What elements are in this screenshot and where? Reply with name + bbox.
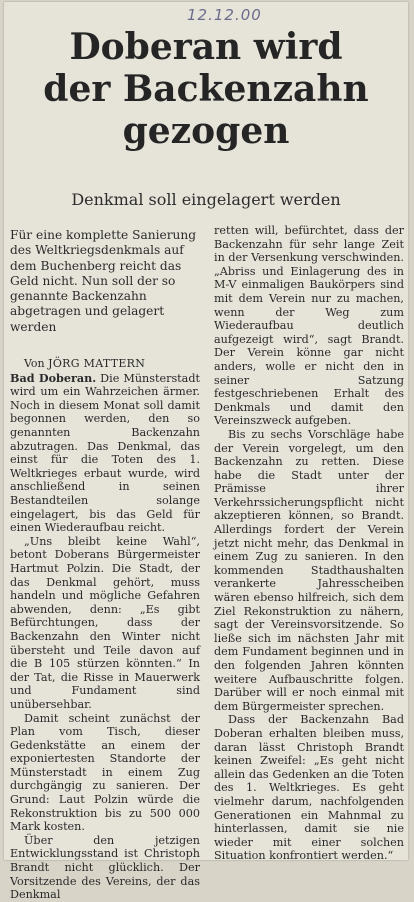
article-lede: Für eine komplette Sanierung des Weltkriegsdenkmals auf dem Buchenberg reicht das Geld nicht. Nun soll der so genannte Backenzahn abgetragen und gelagert werden	[10, 228, 197, 334]
paragraph: Damit scheint zunächst der Plan vom Tisch, dieser Gedenkstätte an einem der exponiertesten Standorte der Münsterstadt in einem Zug durchgängig zu sanieren. Der Grund: Laut Polzin würde die Rekonstruktion bis zu 500 000 Mark kosten.	[10, 711, 200, 834]
headline	[4, 26, 408, 152]
paragraph: Bis zu sechs Vorschläge habe der Verein vorgelegt, um den Backenzahn zu retten. Diese habe die Stadt unter der Prämisse ihrer Verkehrssicherungspflicht nicht akzeptieren können, so Brandt. Allerdings fordert der Verein jetzt nicht mehr, das Denkmal in einem Zug zu sanieren. In den kommenden Stadthaushalten verankerte Jahresscheiben wären ebenso hilfreich, sich dem Ziel Rekonstruktion zu nähern, sagt der Vereinsvorsitzende. So ließe sich im nächsten Jahr mit dem Fundament beginnen und in den folgenden Jahren könnten weitere Aufbauschritte folgen. Darüber will er noch einmal mit dem Bürgermeister sprechen.	[214, 427, 404, 713]
paragraph: Über den jetzigen Entwicklungsstand ist Christoph Brandt nicht glücklich. Der Vorsitzende des Vereins, der das Denkmal	[10, 833, 200, 902]
article-column-left	[10, 228, 200, 902]
paragraph: Dass der Backenzahn Bad Doberan erhalten bleiben muss, daran lässt Christoph Brandt keinen Zweifel: „Es geht nicht allein das Gedenken an die Toten des 1. Weltkrieges. Es geht vielmehr darum, nachfolgenden Generationen ein Mahnmal zu hinterlassen, damit sie nie wieder mit einer solchen Situation konfrontiert werden.“	[214, 713, 404, 863]
paragraph	[10, 372, 200, 535]
paragraph: retten will, befürchtet, dass der Backenzahn für sehr lange Zeit in der Versenkung verschwinden. „Abriss und Einlagerung des in M-V einmaligen Baukörpers sind mit dem Verein nur zu machen, wenn der Weg zum Wiederaufbau deutlich aufgezeigt wird“, sagt Brandt. Der Verein könne gar nicht anders, wolle er nicht den in seiner Satzung festgeschriebenen Erhalt des Denkmals und damit den Vereinszweck aufgeben.	[214, 224, 404, 428]
paragraph: „Uns bleibt keine Wahl“, betont Doberans Bürgermeister Hartmut Polzin. Die Stadt, der das Denkmal gehört, muss handeln und mögliche Gefahren abwenden, denn: „Es gibt Befürchtungen, dass der Backenzahn den Winter nicht übersteht und Teile davon auf die B 105 stürzen könnten.“ In der Tat, die Risse in Mauerwerk und Fundament sind unübersehbar.	[10, 534, 200, 711]
newspaper-clipping	[4, 2, 408, 902]
headline-line-3: gezogen	[122, 110, 290, 152]
handwritten-date: 12.12.00	[187, 6, 262, 24]
article-column-right	[214, 224, 404, 863]
dateline-place: Bad Doberan.	[10, 370, 97, 385]
paragraph-text: Die Münsterstadt wird um ein Wahrzeichen ärmer. Noch in diesem Monat soll damit begonnen werden, den so genannten Backenzahn abzutragen. Das Denkmal, das einst für die Toten des 1. Weltkrieges erbaut wurde, wird anschließend in seinen Bestandteilen solange eingelagert, bis das Geld für einen Wiederaufbau reicht.	[10, 371, 201, 535]
subheadline: Denkmal soll eingelagert werden	[71, 190, 341, 209]
byline	[24, 357, 200, 371]
headline-line-1: Doberan wird	[69, 26, 343, 68]
byline-prefix: Von	[24, 357, 45, 371]
byline-author: JÖRG MATTERN	[48, 357, 146, 371]
headline-line-2: der Backenzahn	[43, 68, 369, 110]
